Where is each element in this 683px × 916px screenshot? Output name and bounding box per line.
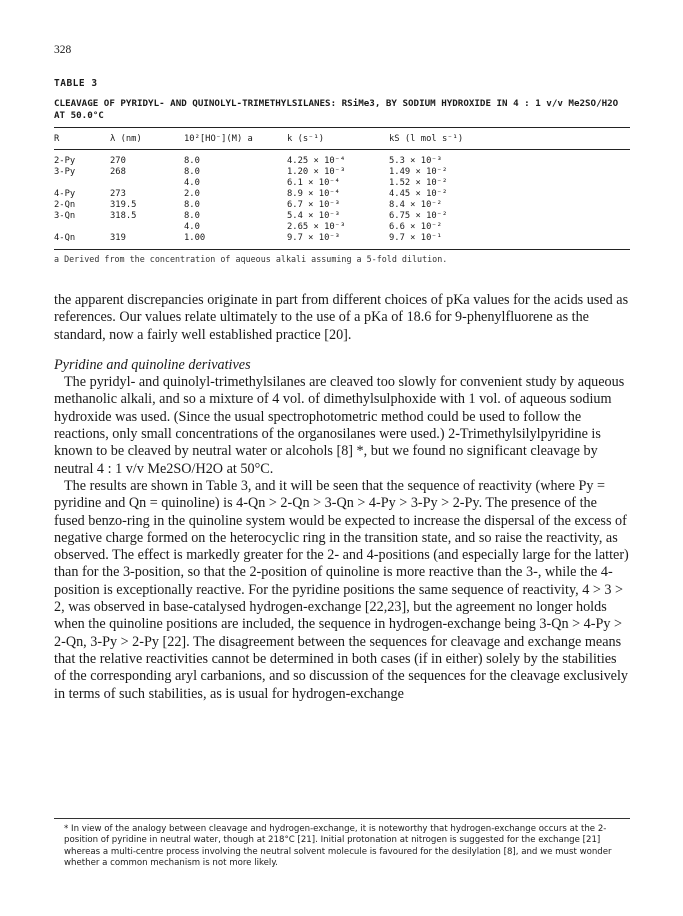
table-cell: 2-Qn bbox=[54, 200, 76, 210]
table-row bbox=[54, 150, 630, 168]
table-row bbox=[54, 178, 630, 189]
table-cell: 1.20 × 10⁻³ bbox=[287, 167, 346, 177]
table-cell: 9.7 × 10⁻³ bbox=[287, 233, 340, 243]
table-cell: 319 bbox=[110, 233, 126, 243]
data-table bbox=[54, 127, 630, 250]
footnote-text: * In view of the analogy between cleavage and hydrogen-exchange, it is noteworthy that hydrogen-exchange occurs at the 2-position of pyridine in neutral water, though at 218°C [21]. Initial protonation at nitrogen is suggested for the exchange [21] whereas a multi-centre process involving the neutral solvent molecule is favoured for the desilylation [8], and we must wonder whether a common mechanism is not more likely. bbox=[64, 824, 612, 869]
table-cell: 8.0 bbox=[184, 211, 200, 221]
table-cell: 4.25 × 10⁻⁴ bbox=[287, 156, 346, 166]
table-cell: 2.65 × 10⁻³ bbox=[287, 222, 346, 232]
table-row bbox=[54, 200, 630, 211]
table-cell: 8.4 × 10⁻² bbox=[389, 200, 442, 210]
table-row bbox=[54, 222, 630, 233]
table-cell: 6.7 × 10⁻³ bbox=[287, 200, 340, 210]
page-number: 328 bbox=[54, 44, 72, 56]
table-row bbox=[54, 211, 630, 222]
table-header-row bbox=[54, 128, 630, 150]
table-cell: 1.52 × 10⁻² bbox=[389, 178, 448, 188]
header-hydroxide: 10²[HO⁻](M) a bbox=[184, 134, 253, 144]
table-cell: 5.4 × 10⁻³ bbox=[287, 211, 340, 221]
table-cell: 2-Py bbox=[54, 156, 76, 166]
table-cell: 318.5 bbox=[110, 211, 137, 221]
header-k: k (s⁻¹) bbox=[287, 134, 325, 144]
table-cell: 6.1 × 10⁻⁴ bbox=[287, 178, 340, 188]
paragraph: the apparent discrepancies originate in part from different choices of pKa values for the acids used as references. Our values relate ultimately to the use of a pKa of 18.6 for 9-phenylfluorene as the standard, now a fairly well established practice [20]. bbox=[54, 292, 629, 343]
table-cell: 270 bbox=[110, 156, 126, 166]
table-cell: 268 bbox=[110, 167, 126, 177]
table-cell: 4.0 bbox=[184, 178, 200, 188]
table-cell bbox=[110, 178, 184, 189]
table-cell: 6.6 × 10⁻² bbox=[389, 222, 442, 232]
table-label: TABLE 3 bbox=[54, 78, 98, 89]
table-cell bbox=[110, 222, 184, 233]
table-cell: 9.7 × 10⁻¹ bbox=[389, 233, 442, 243]
table-cell: 8.0 bbox=[184, 200, 200, 210]
table-cell: 4.45 × 10⁻² bbox=[389, 189, 448, 199]
body-text bbox=[54, 292, 630, 703]
table-cell: 2.0 bbox=[184, 189, 200, 199]
table-cell: 6.75 × 10⁻² bbox=[389, 211, 448, 221]
header-ks: kS (l mol s⁻¹) bbox=[389, 134, 464, 144]
table-cell: 4-Qn bbox=[54, 233, 76, 243]
table-cell: 3-Py bbox=[54, 167, 76, 177]
table-cell: 5.3 × 10⁻³ bbox=[389, 156, 442, 166]
header-r: R bbox=[54, 134, 60, 144]
footnote bbox=[54, 818, 630, 870]
table-cell: 8.0 bbox=[184, 156, 200, 166]
table-cell: 319.5 bbox=[110, 200, 137, 210]
table-cell: 8.9 × 10⁻⁴ bbox=[287, 189, 340, 199]
table-cell: 1.00 bbox=[184, 233, 206, 243]
table-row bbox=[54, 189, 630, 200]
table-footnote: a Derived from the concentration of aqueous alkali assuming a 5-fold dilution. bbox=[54, 254, 448, 264]
table-caption: CLEAVAGE OF PYRIDYL- AND QUINOLYL-TRIMETHYLSILANES: RSiMe3, BY SODIUM HYDROXIDE IN 4 : 1 v/v Me2SO/H2O AT 50.0°C bbox=[54, 98, 619, 121]
paragraph: The pyridyl- and quinolyl-trimethylsilanes are cleaved too slowly for convenient study by aqueous methanolic alkali, and so a mixture of 4 vol. of dimethylsulphoxide with 1 vol. of aqueous sodium hydroxide was used. (Since the usual spectrophotometric method could be used to follow the reactions, only small concentrations of the organosilanes were used.) 2-Trimethylsilylpyridine is known to be cleaved by neutral water or alcohols [8] *, but we found no significant cleavage by neutral 4 : 1 v/v Me2SO/H2O at 50°C. bbox=[54, 374, 625, 477]
table-cell bbox=[54, 222, 110, 233]
section-heading: Pyridine and quinoline derivatives bbox=[54, 356, 251, 373]
page bbox=[54, 44, 630, 703]
table-cell: 3-Qn bbox=[54, 211, 76, 221]
paragraph: The results are shown in Table 3, and it will be seen that the sequence of reactivity (where Py = pyridine and Qn = quinoline) is 4-Qn > 2-Qn > 3-Qn > 4-Py > 3-Py > 2-Py. The presence of the fused benzo-ring in the quinoline system would be expected to increase the dispersal of the excess of negative charge formed on the heterocyclic ring in the transition state, and so raise the reactivity, as observed. The effect is markedly greater for the 2- and 4-positions (and especially large for the latter) than for the 3-position, so that the 2-position of quinoline is more reactive than the 3-, while the 4-position is exceptionally reactive. For the pyridine positions the same sequence of reactivity, 4 > 3 > 2, was observed in base-catalysed hydrogen-exchange [22,23], but the agreement no longer holds when the quinoline positions are included, the sequence in hydrogen-exchange being 3-Qn > 4-Py > 2-Qn, 3-Py > 2-Py [22]. The disagreement between the sequences for cleavage and exchange means that the relative reactivities cannot be determined in both cases (if in either) solely by the stabilities of the corresponding aryl carbanions, and so discussion of the sequences for the cleavage exclusively in terms of such stabilities, as is usual for hydrogen-exchange bbox=[54, 477, 629, 702]
table-cell: 273 bbox=[110, 189, 126, 199]
table-cell bbox=[54, 178, 110, 189]
table-cell: 4-Py bbox=[54, 189, 76, 199]
table-row bbox=[54, 233, 630, 250]
table-cell: 4.0 bbox=[184, 222, 200, 232]
table-cell: 1.49 × 10⁻² bbox=[389, 167, 448, 177]
table-cell: 8.0 bbox=[184, 167, 200, 177]
header-lambda: λ (nm) bbox=[110, 134, 142, 144]
table-row bbox=[54, 167, 630, 178]
